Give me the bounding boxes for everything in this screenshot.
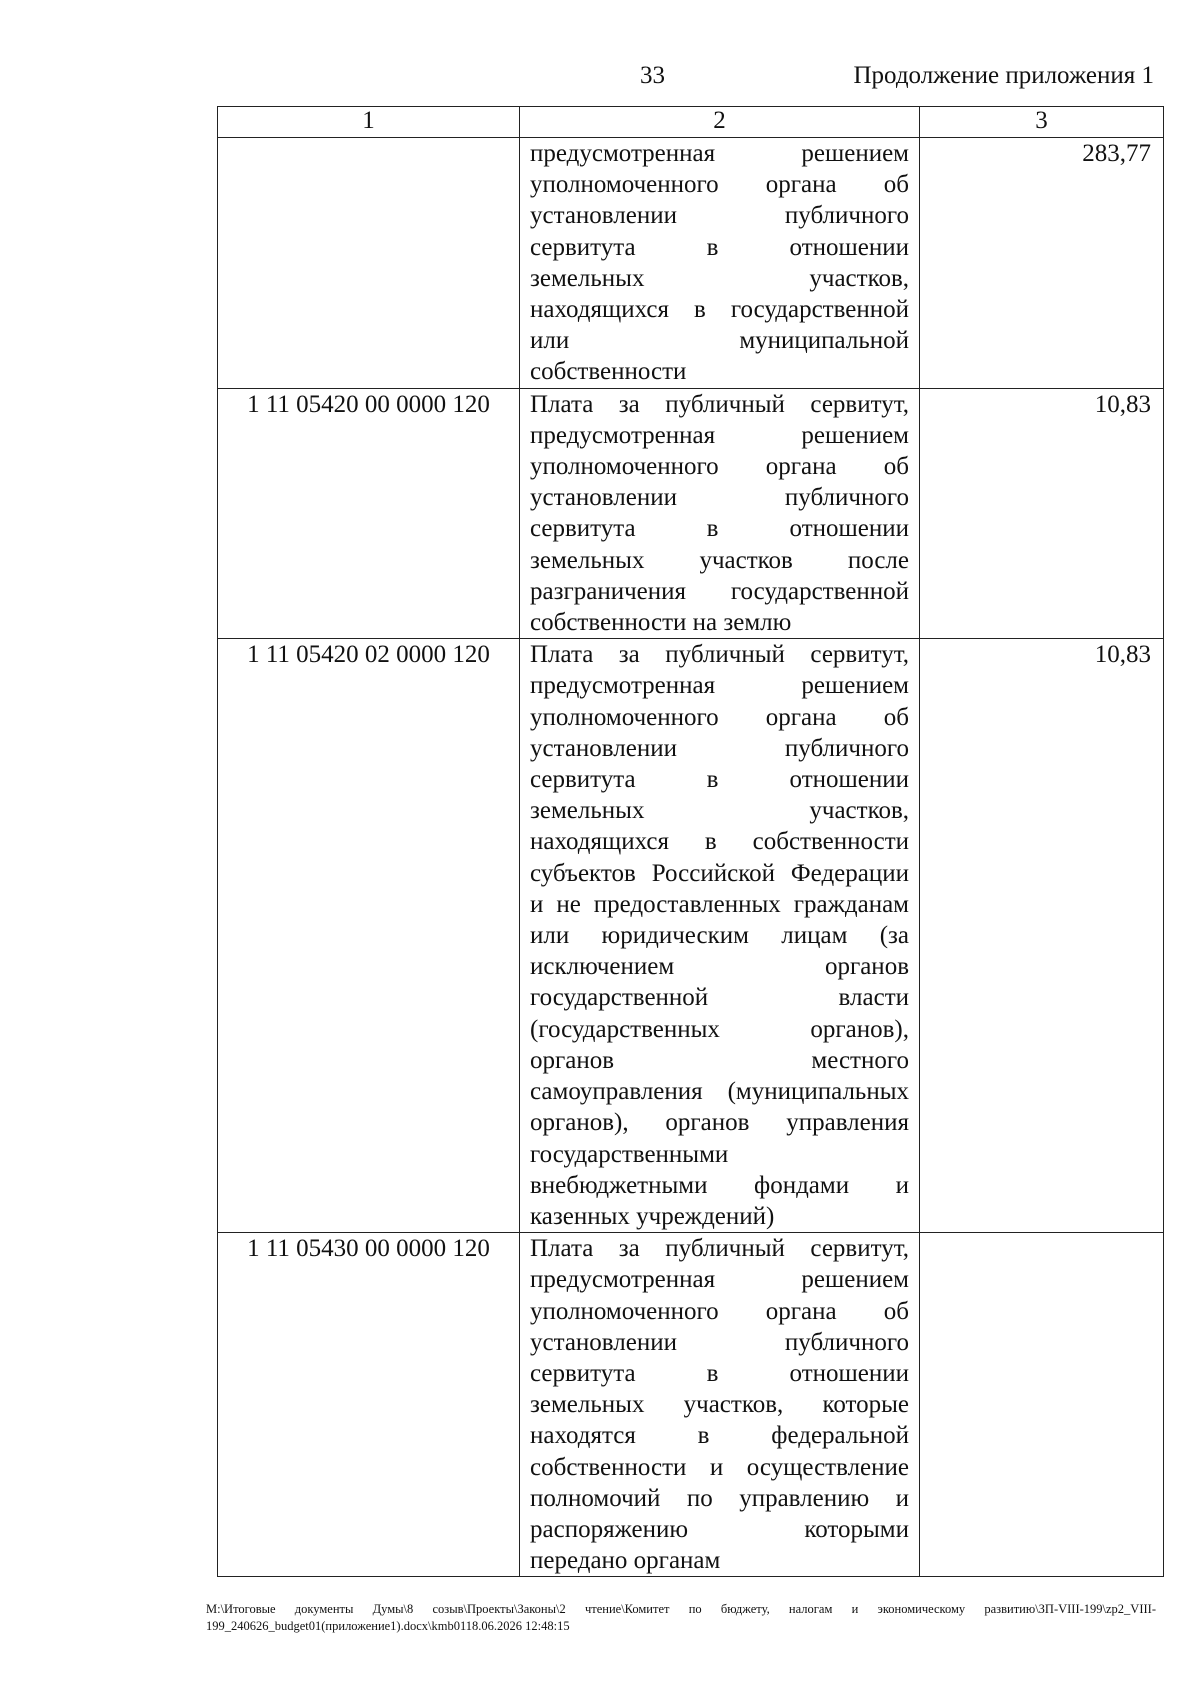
description-line: находятся в федеральной <box>530 1422 909 1450</box>
description-line: государственной власти <box>530 984 909 1012</box>
description-line: Плата за публичный сервитут, <box>530 641 909 669</box>
description-line: собственности и осуществление <box>530 1453 909 1481</box>
description-line: Плата за публичный сервитут, <box>530 390 909 418</box>
description-line: субъектов Российской Федерации <box>530 859 909 887</box>
budget-code-cell: 1 11 05420 02 0000 120 <box>218 639 520 1233</box>
page-number: 33 <box>640 62 665 89</box>
description-line: сервитута в отношении <box>530 1359 909 1387</box>
column-header: 1 <box>218 107 520 138</box>
description-line: полномочий по управлению и <box>530 1484 909 1512</box>
description-line: распоряжению которыми <box>530 1515 909 1543</box>
description-line: сервитута в отношении <box>530 766 909 794</box>
description-line: находящихся в государственной <box>530 296 909 324</box>
description-line: земельных участков, которые <box>530 1391 909 1419</box>
description-line: уполномоченного органа об <box>530 171 909 199</box>
budget-code-cell <box>218 138 520 389</box>
description-line: уполномоченного органа об <box>530 453 909 481</box>
description-line: государственными <box>530 1140 729 1168</box>
income-description-cell <box>520 138 920 389</box>
description-line: органов местного <box>530 1046 909 1074</box>
description-line: земельных участков, <box>530 797 909 825</box>
description-line: сервитута в отношении <box>530 233 909 261</box>
table-row <box>218 1233 1164 1577</box>
description-line: находящихся в собственности <box>530 828 909 856</box>
description-line: и не предоставленных гражданам <box>530 890 909 918</box>
description-line: установлении публичного <box>530 484 909 512</box>
table-row <box>218 388 1164 639</box>
table-body <box>218 138 1164 1577</box>
amount-cell: 283,77 <box>920 138 1164 389</box>
appendix-continuation-label: Продолжение приложения 1 <box>853 62 1154 89</box>
table-row <box>218 138 1164 389</box>
description-line: предусмотренная решением <box>530 140 909 167</box>
description-line: самоуправления (муниципальных <box>530 1078 909 1106</box>
description-line: предусмотренная решением <box>530 672 909 700</box>
column-header: 3 <box>920 107 1164 138</box>
description-line: установлении публичного <box>530 1328 909 1356</box>
column-header: 2 <box>520 107 920 138</box>
description-line: установлении публичного <box>530 734 909 762</box>
table-header-row <box>218 107 1164 138</box>
description-line: внебюджетными фондами и <box>530 1171 909 1199</box>
amount-cell: 10,83 <box>920 388 1164 639</box>
description-line: (государственных органов), <box>530 1015 909 1043</box>
description-line: уполномоченного органа об <box>530 1297 909 1325</box>
table-row <box>218 639 1164 1233</box>
income-description-cell <box>520 639 920 1233</box>
description-line: разграничения государственной <box>530 577 909 605</box>
description-line: Плата за публичный сервитут, <box>530 1235 909 1263</box>
income-description-cell <box>520 1233 920 1577</box>
description-line: установлении публичного <box>530 202 909 230</box>
budget-table <box>217 106 1164 1577</box>
description-line: собственности на землю <box>530 609 792 637</box>
description-line: сервитута в отношении <box>530 515 909 543</box>
description-line: земельных участков после <box>530 546 909 574</box>
description-line: органов), органов управления <box>530 1109 909 1137</box>
amount-cell: 10,83 <box>920 639 1164 1233</box>
amount-cell <box>920 1233 1164 1577</box>
description-line: уполномоченного органа об <box>530 703 909 731</box>
budget-code-cell: 1 11 05430 00 0000 120 <box>218 1233 520 1577</box>
description-line: или юридическим лицам (за <box>530 922 909 950</box>
description-line: исключением органов <box>530 953 909 981</box>
file-path-footer: M:\Итоговые документы Думы\8 созыв\Проекты\Законы\2 чтение\Комитет по бюджету, налогам и экономическому развитию\ЗП-VIII-199\zp2_VIII-199_240626_budget01(приложение1).docx\kmb0118.06.2026 12:48:15 <box>206 1602 1156 1633</box>
description-line: казенных учреждений) <box>530 1202 775 1230</box>
description-line: предусмотренная решением <box>530 421 909 449</box>
description-line: или муниципальной <box>530 327 909 355</box>
description-line: земельных участков, <box>530 264 909 292</box>
budget-code-cell: 1 11 05420 00 0000 120 <box>218 388 520 639</box>
description-line: предусмотренная решением <box>530 1266 909 1294</box>
description-line: собственности <box>530 358 687 386</box>
description-line: передано органам <box>530 1547 721 1575</box>
income-description-cell <box>520 388 920 639</box>
